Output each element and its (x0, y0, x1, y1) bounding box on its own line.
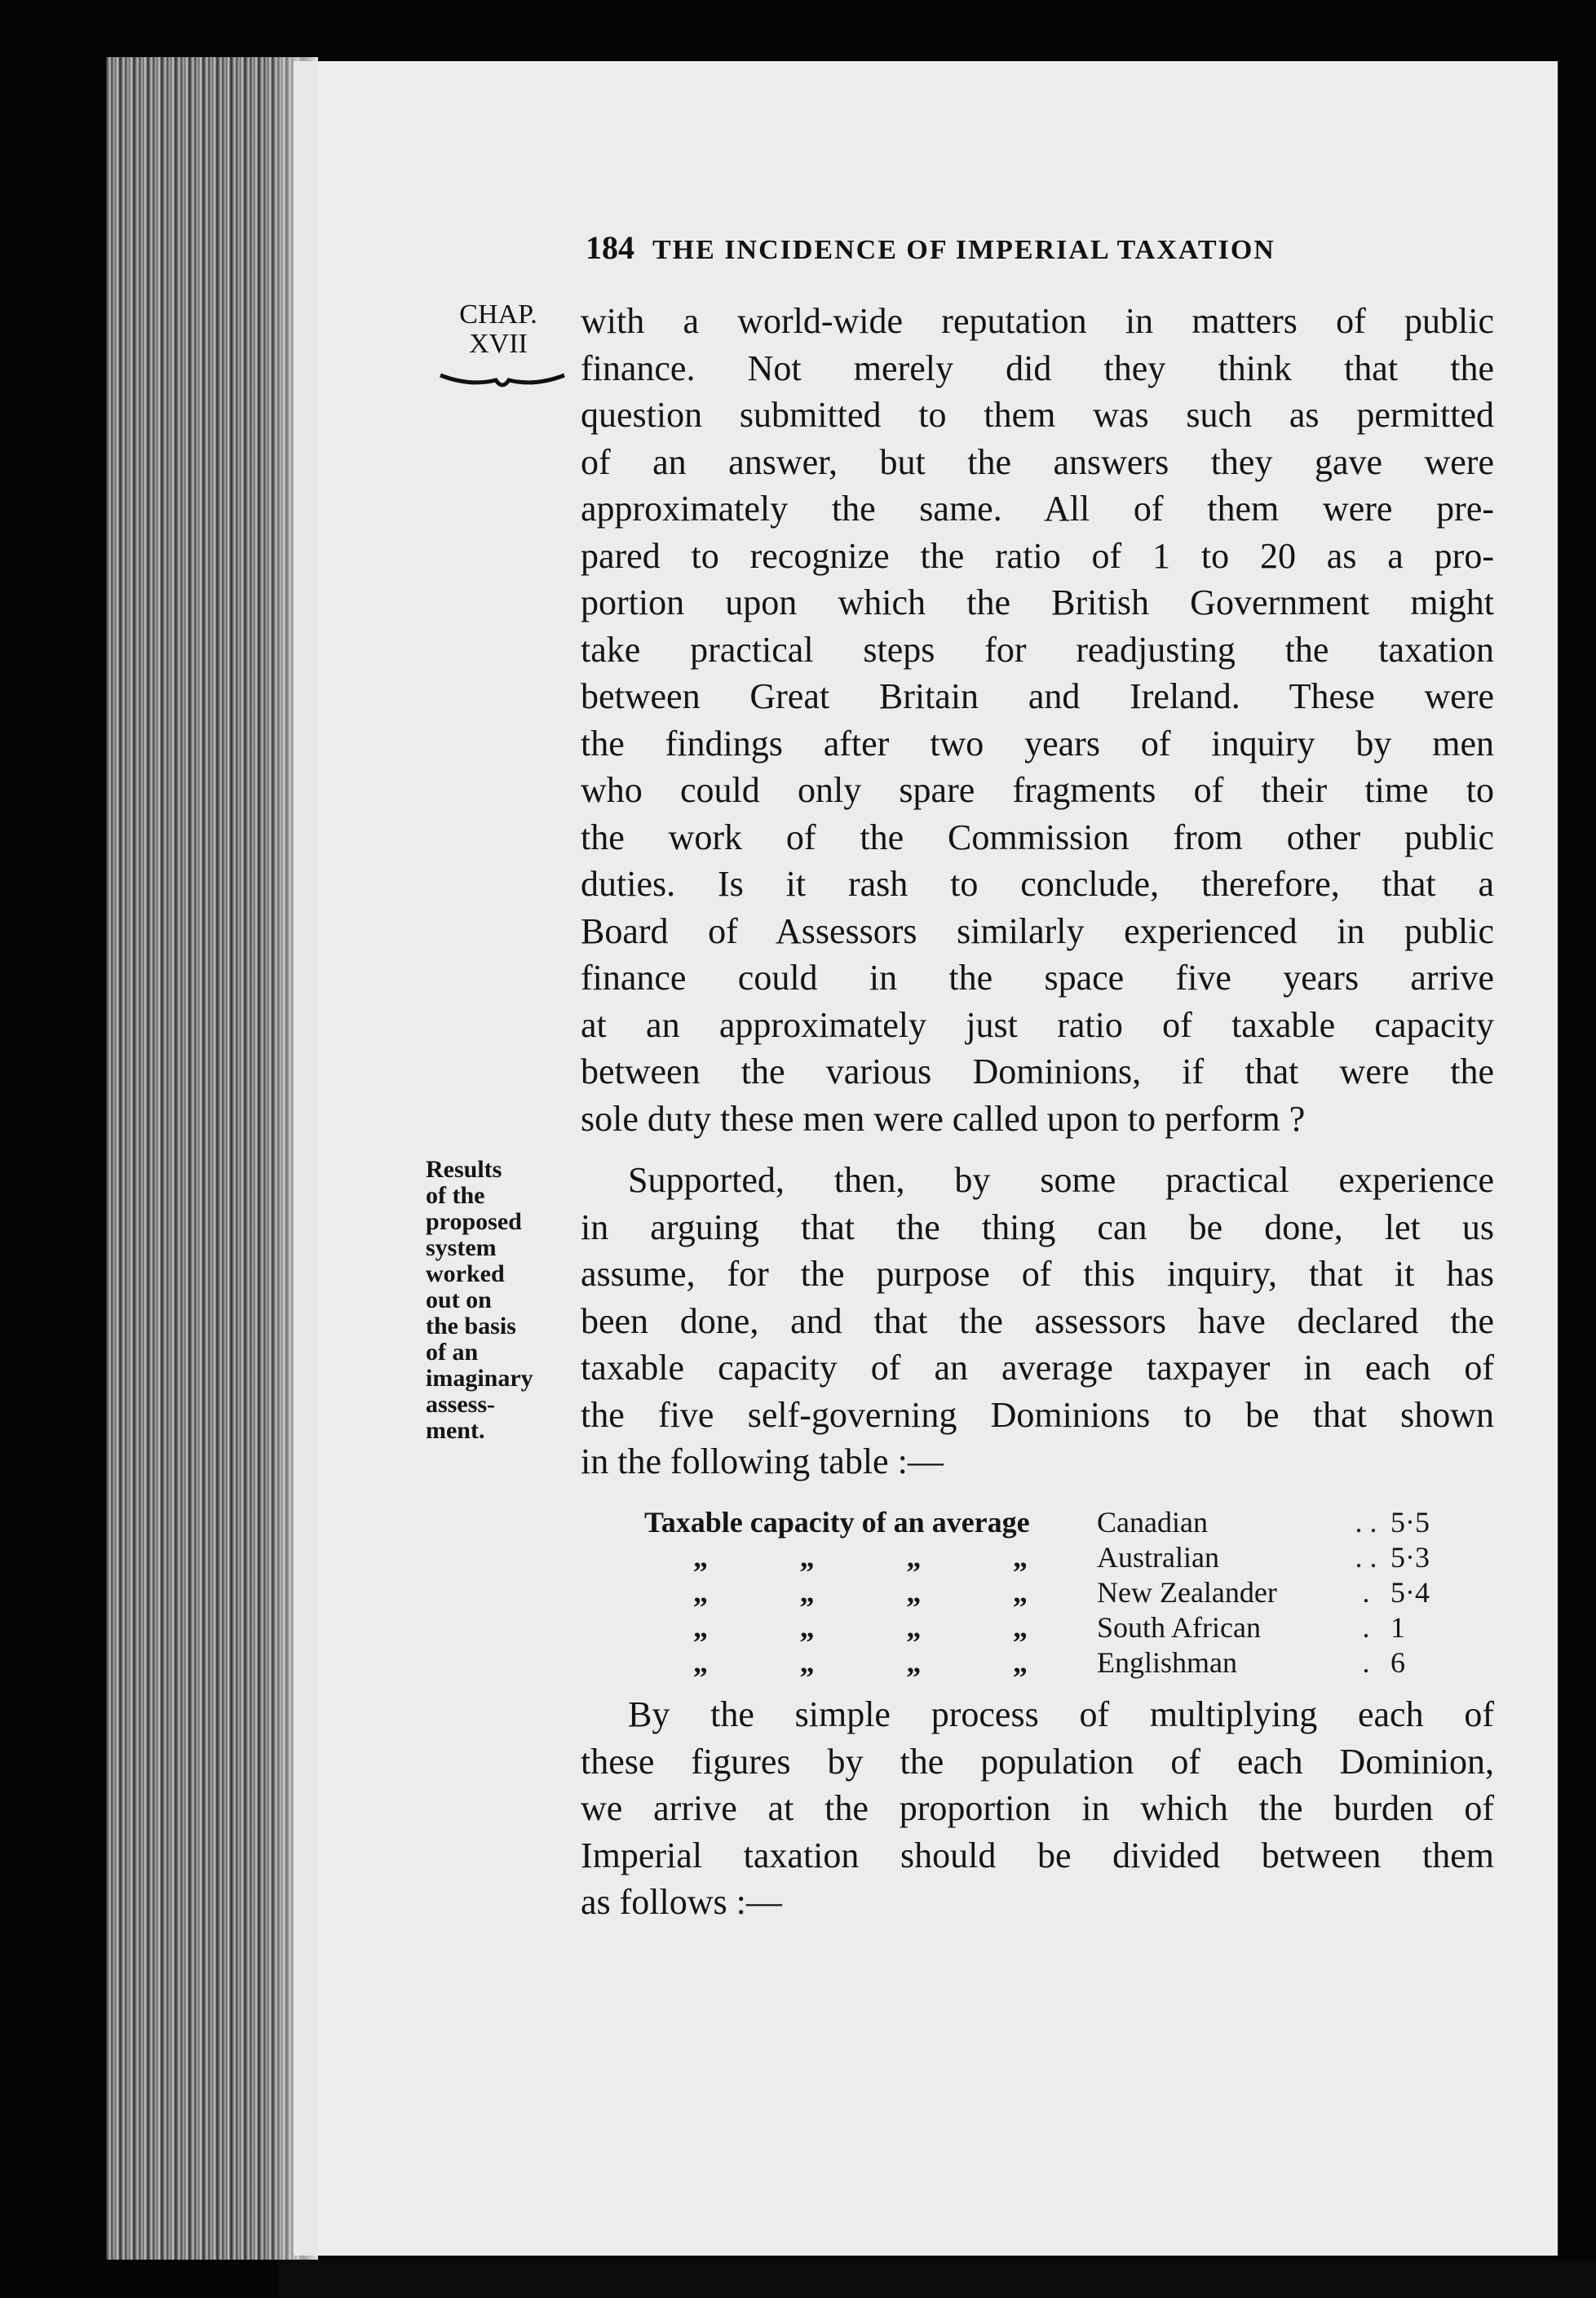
text-line: in arguing that the thing can be done, let us (581, 1207, 1494, 1247)
text-line: between Great Britain and Ireland. These were (581, 676, 1494, 716)
text-line: portion upon which the British Government might (581, 582, 1494, 622)
ditto-mark: „ (906, 1576, 922, 1609)
ditto-mark: „ (1012, 1576, 1028, 1609)
text-line: the five self-governing Dominions to be that shown (581, 1394, 1494, 1435)
text-line: in the following table :— (581, 1441, 944, 1481)
row-lead (644, 1505, 1097, 1540)
text-line: been done, and that the assessors have declared the (581, 1300, 1494, 1341)
row-leader-dots: . . (1355, 1506, 1377, 1539)
table-row (644, 1505, 1443, 1540)
text-line: taxable capacity of an average taxpayer in each of (581, 1348, 1494, 1388)
ditto-mark: „ (693, 1541, 708, 1574)
table-row (644, 1540, 1443, 1575)
row-lead (644, 1610, 1097, 1645)
side-note (426, 1157, 556, 1444)
row-name: Englishman (1097, 1646, 1237, 1679)
side-note-line: of an (426, 1339, 479, 1366)
table-row (644, 1645, 1443, 1680)
row-lead (644, 1645, 1097, 1680)
row-name: Canadian (1097, 1506, 1208, 1539)
text-line: as follows :— (581, 1882, 782, 1922)
side-note-line: proposed (426, 1208, 522, 1235)
row-name: New Zealander (1097, 1576, 1277, 1609)
row-value: 6 (1390, 1646, 1405, 1679)
ditto-mark: „ (799, 1646, 815, 1679)
text-line: Supported, then, by some practical experience (628, 1160, 1494, 1200)
text-line: duties. Is it rash to conclude, therefore, that a (581, 864, 1494, 904)
running-title: THE INCIDENCE OF IMPERIAL TAXATION (652, 235, 1275, 265)
text-line: the findings after two years of inquiry by men (581, 723, 1494, 764)
row-leader-dots: . . (1355, 1541, 1377, 1574)
row-name: Australian (1097, 1541, 1219, 1574)
ditto-mark: „ (693, 1611, 708, 1644)
text-line: who could only spare fragments of their time to (581, 770, 1494, 810)
scan-bottom-border (277, 2260, 1596, 2298)
text-line: assume, for the purpose of this inquiry, that it has (581, 1254, 1494, 1294)
table-row (644, 1575, 1443, 1610)
text-line: pared to recognize the ratio of 1 to 20 as a pro- (581, 535, 1494, 576)
side-note-line: imaginary (426, 1365, 533, 1392)
ditto-mark: „ (799, 1541, 815, 1574)
row-name: South African (1097, 1611, 1261, 1644)
row-leader-dots: . (1362, 1611, 1370, 1644)
row-lead (644, 1540, 1097, 1575)
paragraph-2 (581, 1157, 1494, 1486)
ditto-mark: „ (1012, 1646, 1028, 1679)
row-value: 5·4 (1390, 1576, 1430, 1609)
row-lead (644, 1575, 1097, 1610)
paragraph-1 (581, 298, 1494, 1142)
chapter-label-line: CHAP. (459, 299, 537, 330)
table-lead-text: Taxable capacity of an average (644, 1506, 1030, 1539)
row-leader-dots: . (1362, 1576, 1370, 1609)
page-number: 184 (586, 229, 634, 266)
row-value: 1 (1390, 1611, 1405, 1644)
ditto-mark: „ (799, 1576, 815, 1609)
text-line: Board of Assessors similarly experienced in public (581, 910, 1494, 951)
ditto-mark: „ (906, 1541, 922, 1574)
brace-ornament (437, 369, 568, 393)
text-line: By the simple process of multiplying each of (628, 1694, 1494, 1734)
side-note-line: of the (426, 1182, 485, 1209)
row-leader-dots: . (1362, 1646, 1370, 1679)
text-line: Imperial taxation should be divided between them (581, 1835, 1494, 1875)
side-note-line: system (426, 1234, 497, 1261)
side-note-line: ment. (426, 1417, 485, 1444)
ditto-mark: „ (799, 1611, 815, 1644)
text-line: at an approximately just ratio of taxable capacity (581, 1004, 1494, 1045)
text-line: finance could in the space five years arrive (581, 958, 1494, 998)
text-line: take practical steps for readjusting the taxation (581, 629, 1494, 670)
text-line: finance. Not merely did they think that the (581, 348, 1494, 388)
page-edge-shadow (269, 57, 318, 2260)
ditto-mark: „ (1012, 1611, 1028, 1644)
text-line: these figures by the population of each Dominion, (581, 1741, 1494, 1782)
paragraph-3 (581, 1691, 1494, 1926)
table-row (644, 1610, 1443, 1645)
side-note-line: worked (426, 1260, 505, 1287)
running-head (586, 228, 1417, 267)
ditto-mark: „ (906, 1646, 922, 1679)
text-line: approximately the same. All of them were pre- (581, 489, 1494, 529)
row-value: 5·3 (1390, 1541, 1430, 1574)
ditto-mark: „ (1012, 1541, 1028, 1574)
row-value: 5·5 (1390, 1506, 1430, 1539)
chapter-label (445, 300, 551, 359)
text-line: sole duty these men were called upon to perform ? (581, 1098, 1306, 1139)
ditto-mark: „ (693, 1576, 708, 1609)
side-note-line: out on (426, 1286, 492, 1313)
text-line: with a world-wide reputation in matters of public (581, 301, 1494, 341)
side-note-line: Results (426, 1156, 502, 1183)
ditto-mark: „ (693, 1646, 708, 1679)
capacity-table (644, 1505, 1443, 1680)
text-line: the work of the Commission from other public (581, 817, 1494, 857)
side-note-line: assess- (426, 1391, 496, 1418)
text-line: of an answer, but the answers they gave were (581, 441, 1494, 482)
text-line: question submitted to them was such as permitted (581, 395, 1494, 435)
side-note-line: the basis (426, 1313, 516, 1339)
chapter-number: XVII (469, 329, 528, 359)
text-line: between the various Dominions, if that were the (581, 1052, 1494, 1091)
text-line: we arrive at the proportion in which the burden of (581, 1788, 1494, 1828)
ditto-mark: „ (906, 1611, 922, 1644)
